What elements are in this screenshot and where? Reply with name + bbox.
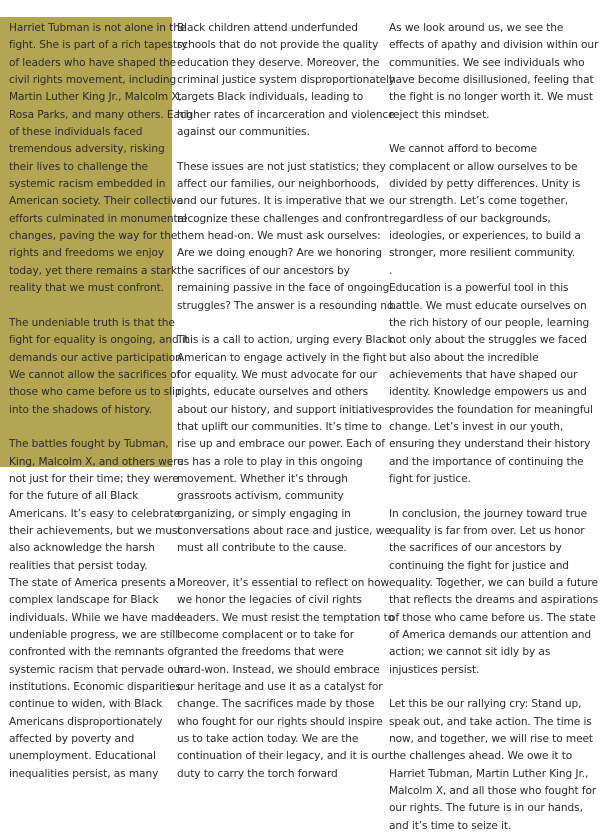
text-line: for the future of all Black bbox=[9, 490, 139, 503]
text-line: systemic racism embedded in bbox=[9, 178, 166, 191]
text-line: The undeniable truth is that the bbox=[9, 316, 175, 329]
text-line: achievements that have shaped our bbox=[389, 368, 578, 381]
text-line: about our history, and support initiatives bbox=[177, 403, 390, 416]
text-line: Americans disproportionately bbox=[9, 715, 163, 728]
text-line: struggles? The answer is a resounding no. bbox=[177, 299, 397, 312]
text-line: We cannot afford to become bbox=[389, 143, 537, 156]
text-line: tremendous adversity, risking bbox=[9, 143, 165, 156]
text-line: action; we cannot sit idly by as bbox=[389, 646, 551, 659]
text-line: continue to widen, with Black bbox=[9, 698, 163, 711]
paragraph-gap bbox=[9, 298, 192, 315]
text-line: efforts culminated in monumental bbox=[9, 212, 187, 225]
text-line: for equality. We must advocate for our bbox=[177, 368, 377, 381]
text-line: against our communities. bbox=[177, 126, 310, 139]
text-line: rights and freedoms we enjoy bbox=[9, 247, 165, 260]
text-line: continuation of their legacy, and it is our bbox=[177, 750, 389, 763]
text-line: of these individuals faced bbox=[9, 126, 143, 139]
text-line: provides the foundation for meaningful bbox=[389, 403, 593, 416]
text-line: speak out, and take action. The time is bbox=[389, 715, 592, 728]
text-line: us has a role to play in this ongoing bbox=[177, 455, 363, 468]
text-line: fight. She is part of a rich tapestry bbox=[9, 39, 188, 52]
text-line: the rich history of our people, learning bbox=[389, 316, 590, 329]
text-line: ideologies, or experiences, to build a bbox=[389, 230, 581, 243]
text-line: Harriet Tubman, Martin Luther King Jr., bbox=[389, 767, 589, 780]
text-line: must all contribute to the cause. bbox=[177, 542, 347, 555]
text-column-left bbox=[9, 20, 192, 783]
text-line: Moreover, it’s essential to reflect on how bbox=[177, 577, 390, 589]
text-line: The battles fought by Tubman, bbox=[9, 438, 169, 451]
text-line: individuals. While we have made bbox=[9, 611, 181, 624]
text-line: and the importance of continuing the bbox=[389, 455, 584, 468]
text-line: criminal justice system disproportionately bbox=[177, 74, 396, 87]
text-line: us to take action today. We are the bbox=[177, 733, 359, 746]
text-line: leaders. We must resist the temptation to bbox=[177, 611, 395, 624]
text-line: complacent or allow ourselves to be bbox=[389, 160, 578, 173]
paragraph-gap bbox=[389, 124, 598, 141]
text-line: grassroots activism, community bbox=[177, 490, 344, 503]
text-line: the sacrifices of our ancestors by bbox=[177, 264, 350, 277]
text-line: King, Malcolm X, and others were bbox=[9, 455, 184, 468]
text-line: remaining passive in the face of ongoing bbox=[177, 282, 390, 295]
text-line: civil rights movement, including bbox=[9, 74, 177, 87]
text-line: our heritage and use it as a catalyst for bbox=[177, 681, 383, 694]
text-line: who fought for our rights should inspire bbox=[177, 715, 383, 728]
text-line: changes, paving the way for the bbox=[9, 230, 178, 243]
text-line: Martin Luther King Jr., Malcolm X, bbox=[9, 91, 182, 104]
text-line: . bbox=[389, 264, 393, 277]
text-line: change. The sacrifices made by those bbox=[177, 698, 375, 711]
text-line: divided by petty differences. Unity is bbox=[389, 178, 581, 191]
text-line: the sacrifices of our ancestors by bbox=[389, 542, 562, 555]
text-line: of America demands our attention and bbox=[389, 629, 591, 642]
text-line: the challenges ahead. We owe it to bbox=[389, 750, 573, 763]
text-line: but also about the incredible bbox=[389, 351, 539, 364]
text-line: Are we doing enough? Are we honoring bbox=[177, 247, 382, 260]
text-line: systemic racism that pervade our bbox=[9, 663, 185, 676]
text-line: become complacent or to take for bbox=[177, 629, 354, 642]
text-column-right bbox=[389, 20, 598, 835]
text-line: change. Let’s invest in our youth, bbox=[389, 420, 564, 433]
text-line: not only about the struggles we faced bbox=[389, 334, 587, 347]
text-line: Harriet Tubman is not alone in the bbox=[9, 22, 187, 34]
text-line: now, and together, we will rise to meet bbox=[389, 733, 593, 746]
text-line: also acknowledge the harsh bbox=[9, 542, 155, 555]
text-line: and it’s time to seize it. bbox=[389, 819, 512, 832]
paragraph-gap bbox=[389, 679, 598, 696]
text-line: inequalities persist, as many bbox=[9, 767, 159, 780]
text-line: duty to carry the torch forward bbox=[177, 767, 338, 780]
text-line: affected by poverty and bbox=[9, 733, 135, 746]
text-line: continuing the fight for justice and bbox=[389, 559, 569, 572]
text-line: American society. Their collective bbox=[9, 195, 184, 208]
text-line: recognize these challenges and confront bbox=[177, 212, 389, 225]
text-line: targets Black individuals, leading to bbox=[177, 91, 364, 104]
text-line: rights, educate ourselves and others bbox=[177, 386, 369, 399]
text-line: Black children attend underfunded bbox=[177, 22, 358, 34]
text-line: the fight is no longer worth it. We must bbox=[389, 91, 593, 104]
text-line: As we look around us, we see the bbox=[389, 22, 564, 34]
text-line: higher rates of incarceration and violence bbox=[177, 108, 395, 121]
text-line: In conclusion, the journey toward true bbox=[389, 507, 588, 520]
text-line: institutions. Economic disparities bbox=[9, 681, 181, 694]
text-line: demands our active participation. bbox=[9, 351, 185, 364]
text-line: regardless of our backgrounds, bbox=[389, 212, 551, 225]
text-line: effects of apathy and division within our bbox=[389, 39, 599, 52]
text-line: of leaders who have shaped the bbox=[9, 56, 177, 69]
text-line: granted the freedoms that were bbox=[177, 646, 344, 659]
text-line: we honor the legacies of civil rights bbox=[177, 594, 362, 607]
text-line: reject this mindset. bbox=[389, 108, 490, 121]
text-line: our rights. The future is in our hands, bbox=[389, 802, 583, 815]
text-line: identity. Knowledge empowers us and bbox=[389, 386, 587, 399]
text-line: equality is far from over. Let us honor bbox=[389, 524, 585, 537]
text-line: that reflects the dreams and aspirations bbox=[389, 594, 599, 607]
paragraph-gap bbox=[177, 315, 396, 332]
text-line: confronted with the remnants of bbox=[9, 646, 178, 659]
text-line: education they deserve. Moreover, the bbox=[177, 56, 380, 69]
text-line: not just for their time; they were bbox=[9, 472, 179, 485]
text-line: Rosa Parks, and many others. Each bbox=[9, 108, 193, 121]
text-line: unemployment. Educational bbox=[9, 750, 156, 763]
text-line: and our futures. It is imperative that we bbox=[177, 195, 385, 208]
text-line: battle. We must educate ourselves on bbox=[389, 299, 587, 312]
text-line: undeniable progress, we are still bbox=[9, 629, 179, 642]
text-line: complex landscape for Black bbox=[9, 594, 159, 607]
text-column-middle bbox=[177, 20, 396, 783]
text-line: organizing, or simply engaging in bbox=[177, 507, 351, 520]
paragraph-gap bbox=[9, 419, 192, 436]
text-line: Let this be our rallying cry: Stand up, bbox=[389, 698, 582, 711]
text-line: The state of America presents a bbox=[9, 577, 176, 589]
text-line: Americans. It’s easy to celebrate bbox=[9, 507, 181, 520]
text-line: Education is a powerful tool in this bbox=[389, 282, 569, 295]
text-line: their achievements, but we must bbox=[9, 524, 182, 537]
text-line: This is a call to action, urging every Black bbox=[177, 334, 394, 347]
text-line: American to engage actively in the fight bbox=[177, 351, 387, 364]
text-line: These issues are not just statistics; they bbox=[177, 160, 386, 173]
text-line: stronger, more resilient community. bbox=[389, 247, 575, 260]
text-line: that uplift our communities. It’s time to bbox=[177, 420, 382, 433]
text-line: into the shadows of history. bbox=[9, 403, 152, 416]
text-line: reality that we must confront. bbox=[9, 282, 164, 295]
text-line: conversations about race and justice, we bbox=[177, 524, 391, 537]
text-line: of those who came before us. The state bbox=[389, 611, 596, 624]
text-line: equality. Together, we can build a future bbox=[389, 577, 598, 589]
text-line: their lives to challenge the bbox=[9, 160, 148, 173]
text-line: fight for equality is ongoing, and it bbox=[9, 334, 189, 347]
text-line: ensuring they understand their history bbox=[389, 438, 591, 451]
text-line: fight for justice. bbox=[389, 472, 471, 485]
text-line: communities. We see individuals who bbox=[389, 56, 585, 69]
text-line: today, yet there remains a stark bbox=[9, 264, 177, 277]
text-line: those who came before us to slip bbox=[9, 386, 182, 399]
text-line: rise up and embrace our power. Each of bbox=[177, 438, 385, 451]
text-line: injustices persist. bbox=[389, 663, 480, 676]
text-line: them head-on. We must ask ourselves: bbox=[177, 230, 381, 243]
text-line: We cannot allow the sacrifices of bbox=[9, 368, 181, 381]
text-line: schools that do not provide the quality bbox=[177, 39, 379, 52]
text-line: our strength. Let’s come together, bbox=[389, 195, 569, 208]
text-line: affect our families, our neighborhoods, bbox=[177, 178, 380, 191]
text-line: have become disillusioned, feeling that bbox=[389, 74, 594, 87]
text-line: movement. Whether it’s through bbox=[177, 472, 348, 485]
text-line: Malcolm X, and all those who fought for bbox=[389, 785, 597, 798]
paragraph-gap bbox=[389, 488, 598, 505]
paragraph-gap bbox=[177, 141, 396, 158]
text-line: realities that persist today. bbox=[9, 559, 148, 572]
text-line: hard-won. Instead, we should embrace bbox=[177, 663, 380, 676]
paragraph-gap bbox=[177, 558, 396, 575]
